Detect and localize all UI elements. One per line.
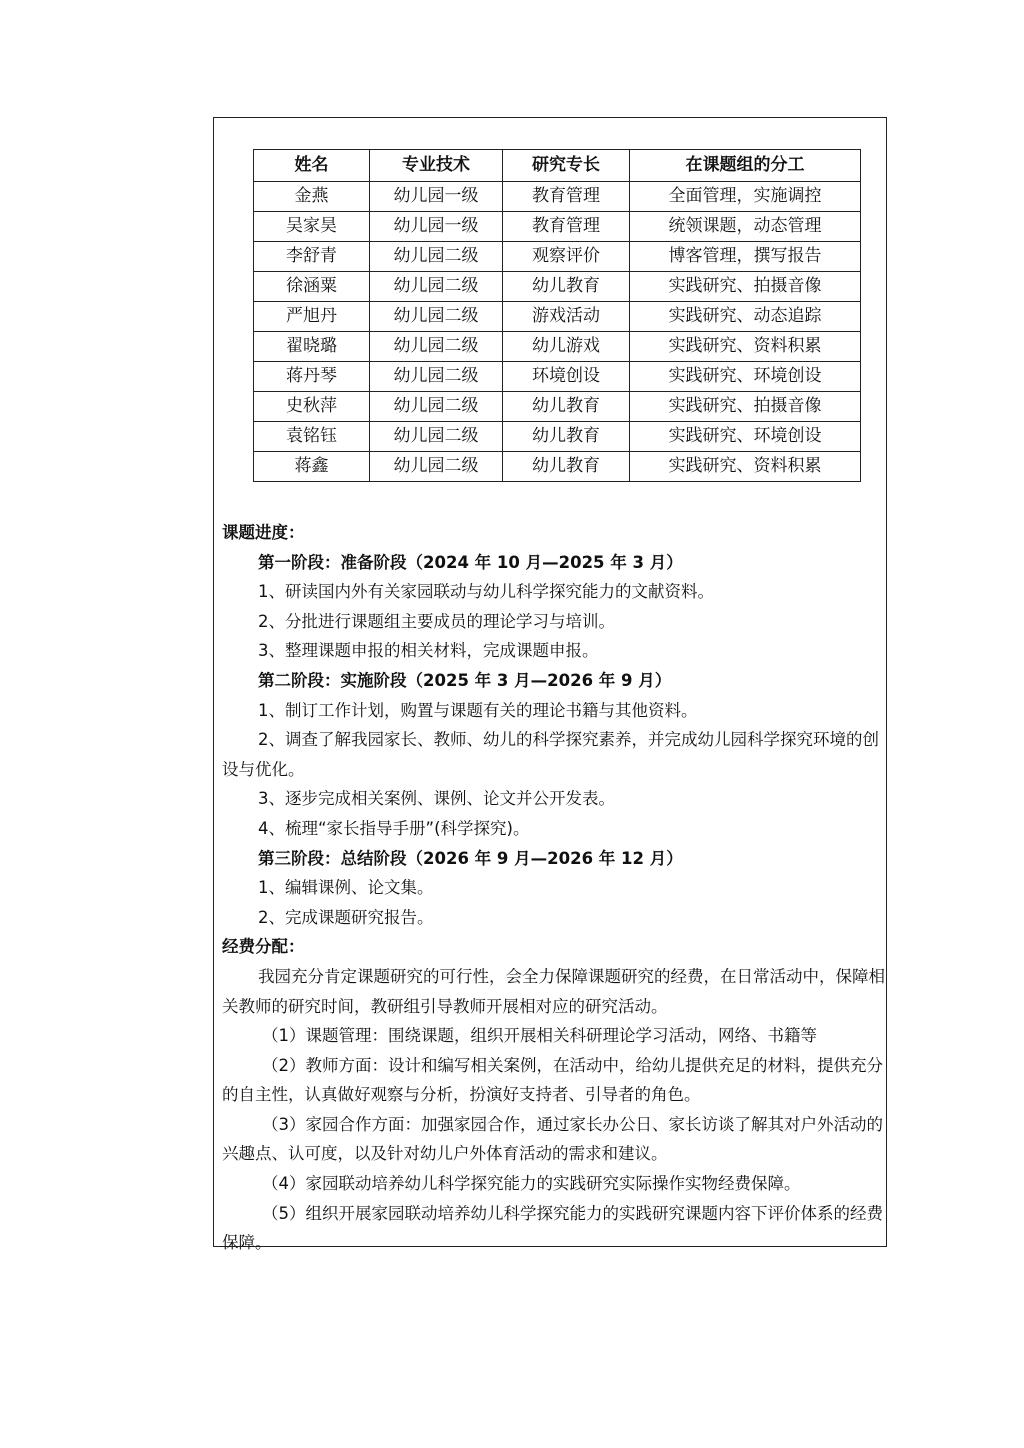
cell-specialty: 观察评价: [503, 242, 630, 272]
cell-specialty: 游戏活动: [503, 302, 630, 332]
header-name: 姓名: [254, 150, 370, 182]
stage3-item: 1、编辑课例、论文集。: [258, 878, 434, 898]
table-row: [254, 182, 861, 212]
cell-role: 实践研究、资料积累: [630, 332, 861, 362]
header-title: 专业技术: [370, 150, 503, 182]
cell-name: 李舒青: [254, 242, 370, 272]
stage2-item: 3、逐步完成相关案例、课例、论文并公开发表。: [258, 789, 615, 809]
funding-item: （4）家园联动培养幼儿科学探究能力的实践研究实际操作实物经费保障。: [262, 1174, 801, 1194]
cell-title: 幼儿园一级: [370, 182, 503, 212]
table-row: [254, 242, 861, 272]
table-row: [254, 272, 861, 302]
cell-specialty: 教育管理: [503, 212, 630, 242]
cell-specialty: 幼儿教育: [503, 272, 630, 302]
cell-role: 实践研究、动态追踪: [630, 302, 861, 332]
cell-role: 实践研究、拍摄音像: [630, 392, 861, 422]
funding-item: （2）教师方面：设计和编写相关案例，在活动中，给幼儿提供充足的材料，提供充分的自主性，认真做好观察与分析，扮演好支持者、引导者的角色。: [222, 1055, 883, 1105]
cell-specialty: 教育管理: [503, 182, 630, 212]
funding-item: （5）组织开展家园联动培养幼儿科学探究能力的实践研究课题内容下评价体系的经费保障。: [222, 1203, 883, 1253]
stage1-item: 3、整理课题申报的相关材料，完成课题申报。: [258, 641, 599, 661]
cell-name: 严旭丹: [254, 302, 370, 332]
cell-title: 幼儿园二级: [370, 422, 503, 452]
cell-specialty: 幼儿教育: [503, 422, 630, 452]
cell-specialty: 幼儿游戏: [503, 332, 630, 362]
table-row: [254, 212, 861, 242]
cell-title: 幼儿园二级: [370, 452, 503, 482]
cell-specialty: 幼儿教育: [503, 392, 630, 422]
funding-item: （1）课题管理：围绕课题，组织开展相关科研理论学习活动，网络、书籍等: [262, 1026, 817, 1046]
cell-title: 幼儿园一级: [370, 212, 503, 242]
cell-name: 徐涵粟: [254, 272, 370, 302]
cell-role: 实践研究、环境创设: [630, 422, 861, 452]
cell-name: 翟晓璐: [254, 332, 370, 362]
stage2-item: 2、调查了解我园家长、教师、幼儿的科学探究素养，并完成幼儿园科学探究环境的创设与优化。: [222, 730, 879, 779]
cell-specialty: 环境创设: [503, 362, 630, 392]
cell-specialty: 幼儿教育: [503, 452, 630, 482]
funding-intro: 我园充分肯定课题研究的可行性，会全力保障课题研究的经费，在日常活动中，保障相关教师的研究时间，教研组引导教师开展相对应的研究活动。: [222, 966, 885, 1016]
cell-title: 幼儿园二级: [370, 242, 503, 272]
cell-name: 袁铭钰: [254, 422, 370, 452]
cell-title: 幼儿园二级: [370, 302, 503, 332]
header-role: 在课题组的分工: [630, 150, 861, 182]
table-row: [254, 452, 861, 482]
cell-role: 实践研究、资料积累: [630, 452, 861, 482]
cell-role: 博客管理，撰写报告: [630, 242, 861, 272]
cell-name: 蒋鑫: [254, 452, 370, 482]
progress-heading: 课题进度：: [222, 523, 305, 542]
cell-name: 吴家昊: [254, 212, 370, 242]
table-row: [254, 362, 861, 392]
cell-role: 实践研究、环境创设: [630, 362, 861, 392]
form-frame: [213, 117, 887, 1253]
cell-title: 幼儿园二级: [370, 332, 503, 362]
stage2-item: 1、制订工作计划，购置与课题有关的理论书籍与其他资料。: [258, 700, 698, 720]
cell-title: 幼儿园二级: [370, 272, 503, 302]
stage1-item: 2、分批进行课题组主要成员的理论学习与培训。: [258, 611, 615, 631]
funding-heading: 经费分配：: [222, 937, 305, 957]
funding-item: （3）家园合作方面：加强家园合作，通过家长办公日、家长访谈了解其对户外活动的兴趣点、认可度，以及针对幼儿户外体育活动的需求和建议。: [222, 1114, 883, 1164]
body-text: [222, 518, 890, 1258]
cell-name: 金燕: [254, 182, 370, 212]
table-header-row: [254, 150, 861, 182]
cell-name: 史秋萍: [254, 392, 370, 422]
stage1-item: 1、研读国内外有关家园联动与幼儿科学探究能力的文献资料。: [258, 582, 714, 602]
cell-role: 全面管理，实施调控: [630, 182, 861, 212]
stage2-item: 4、梳理“家长指导手册”(科学探究)。: [258, 818, 530, 838]
table-row: [254, 422, 861, 452]
cell-role: 实践研究、拍摄音像: [630, 272, 861, 302]
cell-title: 幼儿园二级: [370, 392, 503, 422]
cell-name: 蒋丹琴: [254, 362, 370, 392]
stage3-title: 第三阶段：总结阶段（2026 年 9 月—2026 年 12 月）: [258, 848, 683, 868]
stage2-title: 第二阶段：实施阶段（2025 年 3 月—2026 年 9 月）: [258, 670, 672, 690]
table-row: [254, 302, 861, 332]
table-row: [254, 332, 861, 362]
stage3-item: 2、完成课题研究报告。: [258, 907, 434, 927]
table-row: [254, 392, 861, 422]
members-table-body: [254, 182, 861, 482]
cell-role: 统领课题，动态管理: [630, 212, 861, 242]
stage1-title: 第一阶段：准备阶段（2024 年 10 月—2025 年 3 月）: [258, 552, 683, 572]
cell-title: 幼儿园二级: [370, 362, 503, 392]
members-table: [253, 149, 861, 482]
header-specialty: 研究专长: [503, 150, 630, 182]
